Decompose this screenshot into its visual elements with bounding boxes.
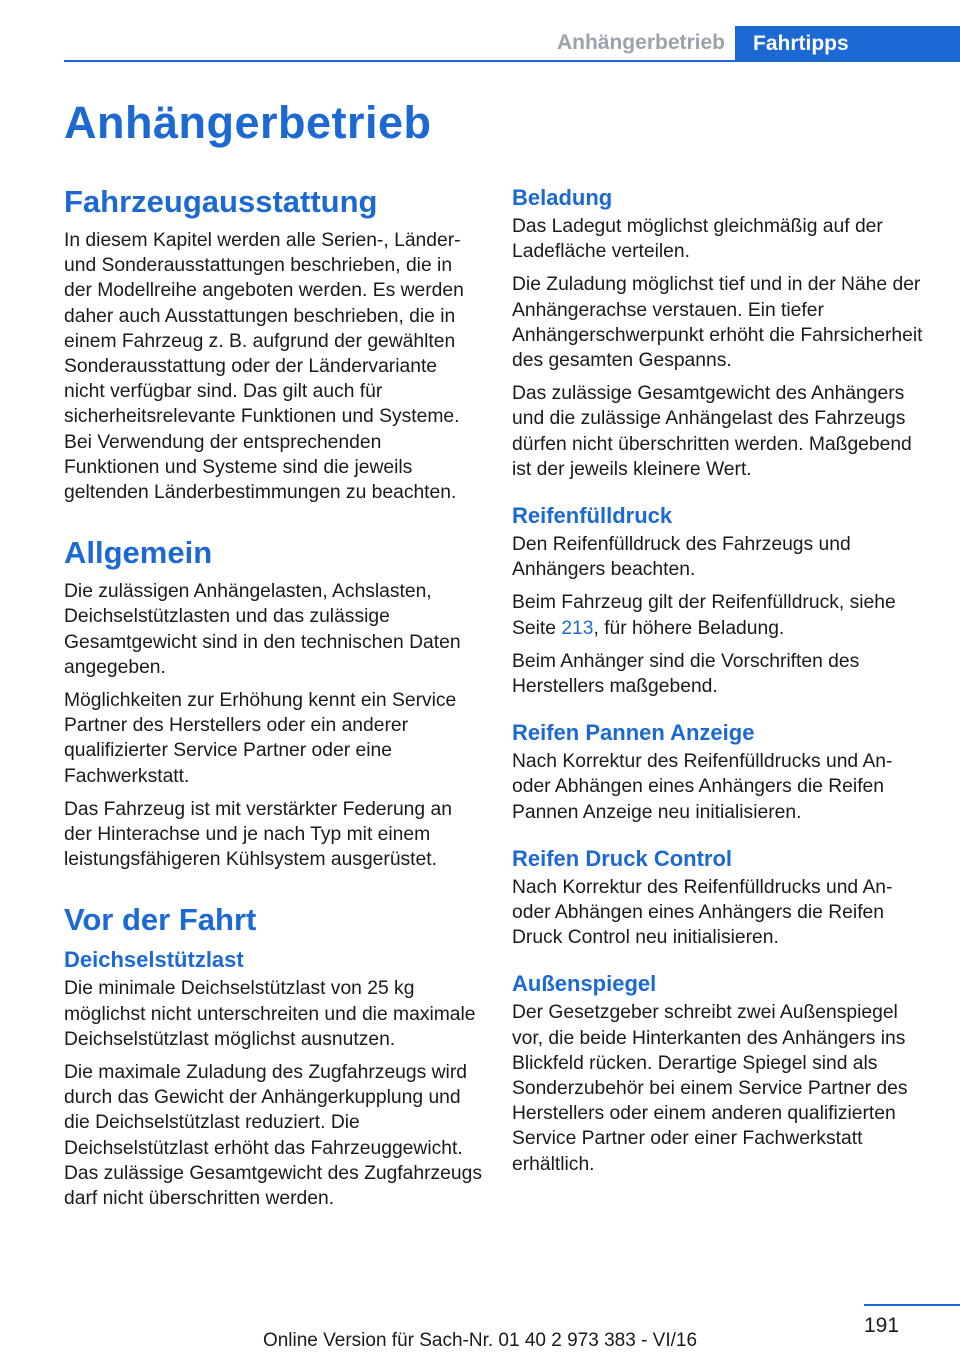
left-column xyxy=(64,182,482,1219)
subheading-beladung: Beladung xyxy=(512,185,613,210)
heading-fahrzeugausstattung: Fahrzeugausstattung xyxy=(64,184,378,219)
paragraph: Die maximale Zuladung des Zugfahrzeugs wird durch das Gewicht der Anhängerkupplung und die Deichselstützlast reduziert. Die Deichselstützlast erhöht das Fahrzeuggewicht. Das zulässige Gesamtgewicht des Zugfahrzeugs darf nicht überschritten werden. xyxy=(64,1062,482,1210)
paragraph: Das Ladegut möglichst gleichmäßig auf der Ladefläche verteilen. xyxy=(512,216,883,263)
paragraph: Die minimale Deichselstützlast von 25 kg möglichst nicht unterschreiten und die maximale Deichselstützlast möglichst ausnutzen. xyxy=(64,978,476,1050)
paragraph: In diesem Kapitel werden alle Serien-, Länder- und Sonderausstattungen beschrieben, die in der Modellreihe angeboten werden. Es werden daher auch Ausstattungen beschrieben, die in einem Fahrzeug z. B. aufgrund der gewählten Sonderausstattung oder der Ländervariante nicht verfügbar sind. Das gilt auch für sicherheitsrelevante Funktionen und Systeme. Bei Verwendung der entsprechenden Funktionen und Systeme sind die jeweils geltenden Länderbestimmungen zu beachten. xyxy=(64,230,464,504)
paragraph: Nach Korrektur des Reifenfülldrucks und An- oder Abhängen eines Anhängers die Reifen Druck Control neu initialisieren. xyxy=(512,876,893,949)
paragraph: Die zulässigen Anhängelasten, Achslasten, Deichselstützlasten und das zulässige Gesamtgewicht sind in den technischen Daten angegeben. xyxy=(64,581,461,678)
subheading-deichselstuetzlast: Deichselstützlast xyxy=(64,947,244,973)
footer-version-text: Online Version für Sach-Nr. 01 40 2 973 383 - VI/16 xyxy=(262,1330,698,1351)
subheading-reifen-druck-control: Reifen Druck Control xyxy=(512,845,733,871)
header-chapter-tab[interactable]: Fahrtipps xyxy=(735,26,960,62)
subheading-reifenfuelldruck: Reifenfülldruck xyxy=(512,503,673,529)
paragraph: Das zulässige Gesamtgewicht des Anhängers und die zulässige Anhängelast des Fahrzeugs dürfen nicht überschritten werden. Maßgebend ist der jeweils kleinere Wert. xyxy=(512,383,912,480)
section-vor-der-fahrt xyxy=(64,900,482,1211)
subheading-aussenspiegel: Außenspiegel xyxy=(512,971,657,997)
section-reifen-pannen-anzeige xyxy=(512,719,924,825)
text: Beim Fahrzeug gilt der Reifenfülldruck, siehe Seite xyxy=(512,592,896,639)
section-beladung xyxy=(512,184,924,482)
section-allgemein xyxy=(64,533,482,872)
page-title: Anhängerbetrieb xyxy=(64,97,432,148)
heading-vor-der-fahrt: Vor der Fahrt xyxy=(64,902,257,938)
paragraph xyxy=(512,590,924,640)
header-rule xyxy=(64,60,960,62)
header-section-tab[interactable]: Anhängerbetrieb xyxy=(556,31,726,54)
paragraph: Beim Anhänger sind die Vorschriften des Herstellers maßgebend. xyxy=(512,650,860,698)
paragraph: Das Fahrzeug ist mit verstärkter Federung an der Hinterachse und je nach Typ mit einem leistungsfähigeren Kühlsystem ausgerüstet. xyxy=(64,798,452,871)
section-reifenfuelldruck xyxy=(512,502,924,699)
text: , für höhere Beladung. xyxy=(593,617,785,639)
paragraph: Nach Korrektur des Reifenfülldrucks und An- oder Abhängen eines Anhängers die Reifen Pannen Anzeige neu initialisieren. xyxy=(512,751,893,823)
subheading-reifen-pannen-anzeige: Reifen Pannen Anzeige xyxy=(512,720,755,746)
paragraph: Die Zuladung möglichst tief und in der Nähe der Anhängerachse verstauen. Ein tiefer Anhängerschwerpunkt erhöht die Fahrsicherheit des gesamten Gespanns. xyxy=(512,274,923,372)
section-reifen-druck-control xyxy=(512,845,924,951)
paragraph: Der Gesetzgeber schreibt zwei Außenspiegel vor, die beide Hinterkanten des Anhängers ins Blickfeld rücken. Derartige Spiegel sind als Sonderzubehör bei einem Service Partner des Herstellers oder einem anderen qualifizierten Service Partner oder einer Fachwerkstatt erhältlich. xyxy=(512,1002,908,1175)
heading-allgemein: Allgemein xyxy=(64,535,213,571)
right-column xyxy=(512,184,924,1185)
paragraph: Möglichkeiten zur Erhöhung kennt ein Service Partner des Herstellers oder ein anderer qualifizierter Service Partner oder eine Fachwerkstatt. xyxy=(64,690,457,787)
footer-rule xyxy=(864,1304,960,1306)
section-fahrzeugausstattung xyxy=(64,182,482,505)
section-aussenspiegel xyxy=(512,970,924,1176)
page-link-213[interactable]: 213 xyxy=(561,617,594,639)
paragraph: Den Reifenfülldruck des Fahrzeugs und Anhängers beachten. xyxy=(512,534,851,581)
page-number: 191 xyxy=(864,1314,900,1337)
